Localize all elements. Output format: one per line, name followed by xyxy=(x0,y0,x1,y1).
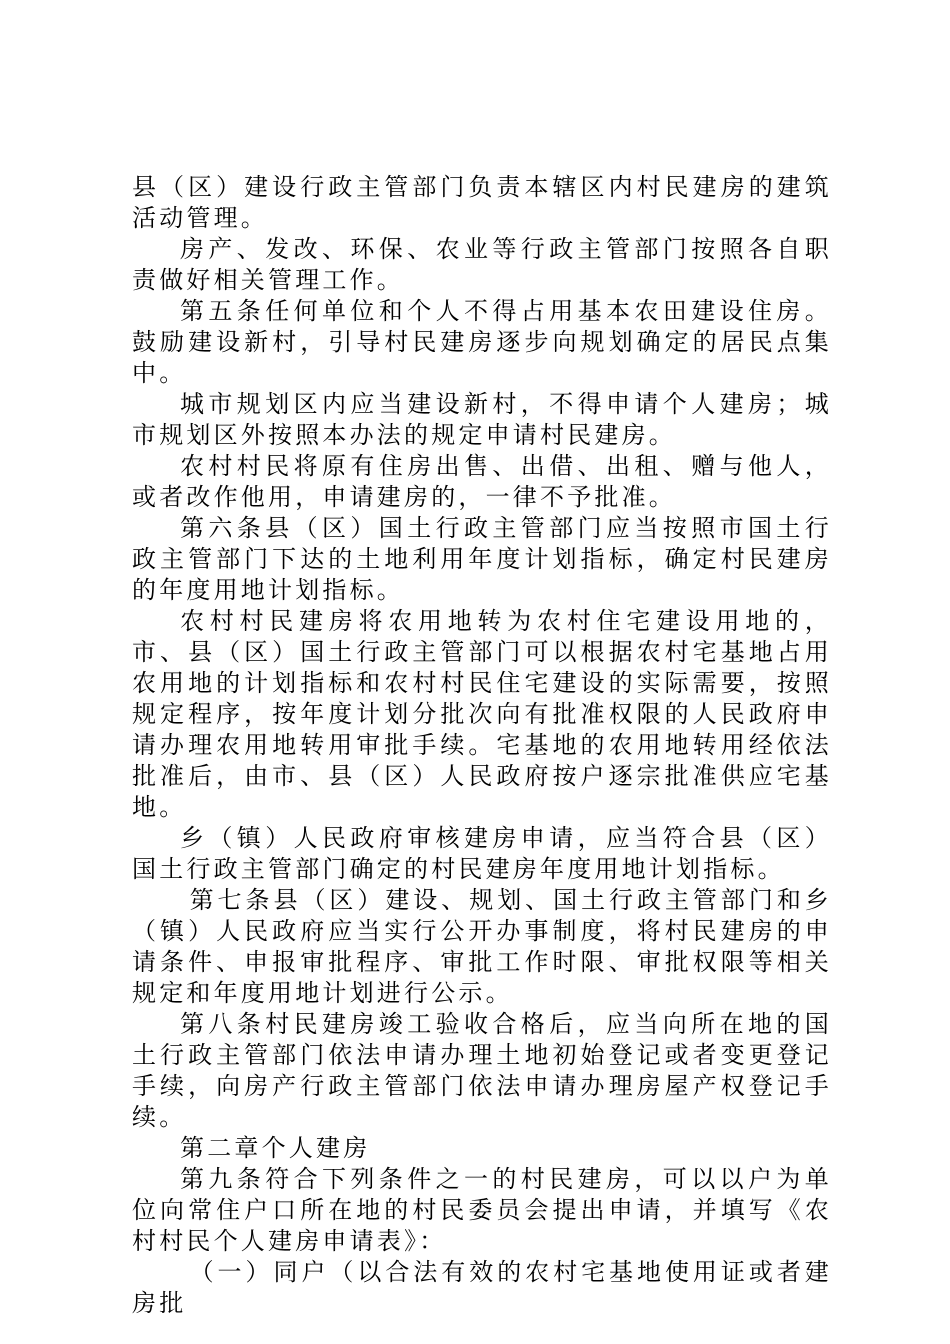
paragraph-2: 房产、发改、环保、农业等行政主管部门按照各自职责做好相关管理工作。 xyxy=(132,235,832,294)
paragraph-8: 乡（镇）人民政府审核建房申请，应当符合县（区）国土行政主管部门确定的村民建房年度用地计划指标。 xyxy=(132,824,832,883)
paragraph-article-5: 第五条任何单位和个人不得占用基本农田建设住房。鼓励建设新村，引导村民建房逐步向规划确定的居民点集中。 xyxy=(132,297,832,387)
document-body xyxy=(132,172,832,1319)
paragraph-5: 农村村民将原有住房出售、出借、出租、赠与他人，或者改作他用，申请建房的，一律不予批准。 xyxy=(132,452,832,511)
paragraph-article-7: 第七条县（区）建设、规划、国土行政主管部门和乡（镇）人民政府应当实行公开办事制度，将村民建房的申请条件、申报审批程序、审批工作时限、审批权限等相关规定和年度用地计划进行公示。 xyxy=(132,886,832,1007)
paragraph-item-1: （一）同户（以合法有效的农村宅基地使用证或者建房批 xyxy=(132,1258,832,1317)
paragraph-article-6: 第六条县（区）国土行政主管部门应当按照市国土行政主管部门下达的土地利用年度计划指标，确定村民建房的年度用地计划指标。 xyxy=(132,514,832,604)
paragraph-article-9: 第九条符合下列条件之一的村民建房，可以以户为单位向常住户口所在地的村民委员会提出申请，并填写《农村村民个人建房申请表》： xyxy=(132,1165,832,1255)
paragraph-1: 县（区）建设行政主管部门负责本辖区内村民建房的建筑活动管理。 xyxy=(132,173,832,232)
chapter-heading: 第二章个人建房 xyxy=(180,1134,371,1162)
paragraph-4: 城市规划区内应当建设新村，不得申请个人建房；城市规划区外按照本办法的规定申请村民建房。 xyxy=(132,390,832,449)
paragraph-7: 农村村民建房将农用地转为农村住宅建设用地的，市、县（区）国土行政主管部门可以根据农村宅基地占用农用地的计划指标和农村村民住宅建设的实际需要，按照规定程序，按年度计划分批次向有批准权限的人民政府申请办理农用地转用审批手续。宅基地的农用地转用经依法批准后，由市、县（区）人民政府按户逐宗批准供应宅基地。 xyxy=(132,607,832,821)
paragraph-article-8: 第八条村民建房竣工验收合格后，应当向所在地的国土行政主管部门依法申请办理土地初始登记或者变更登记手续，向房产行政主管部门依法申请办理房屋产权登记手续。 xyxy=(132,1010,832,1131)
